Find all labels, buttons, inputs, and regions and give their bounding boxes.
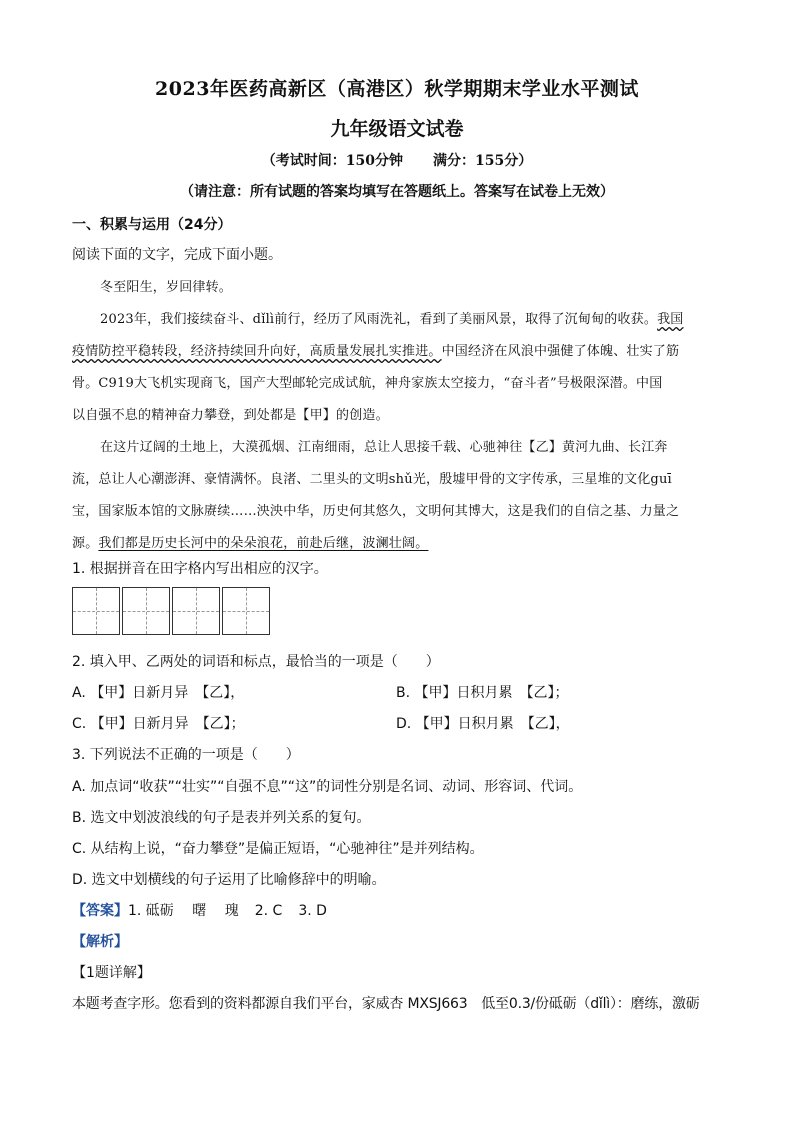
underlined-sentence: 我们都是历史长河中的朵朵浪花，前赴后继，波澜壮阔。 [98,536,429,551]
wavy-underlined-sentence: 疫情防控平稳转段，经济持续回升向好，高质量发展扎实推进。 [72,344,442,359]
passage-text: 源。 [72,536,99,551]
tianzige-grid [72,587,272,635]
question-2-option-d[interactable]: D. 【甲】日积月累 【乙】， [396,716,570,732]
question-3-option-d[interactable]: D. 选文中划横线的句子运用了比喻修辞中的明喻。 [72,872,386,888]
passage-line: 骨。C919大飞机实现商飞，国产大型邮轮完成试航，神舟家族太空接力，“奋斗者”号极限深潜。中国 [72,376,663,391]
answer-q1: 1. 砥砺 曙 瑰 [128,903,239,919]
passage-line: 在这片辽阔的土地上，大漠孤烟、江南细雨，总让人思接千载、心驰神往【乙】黄河九曲、长江奔 [100,440,668,455]
question-2: 2. 填入甲、乙两处的词语和标点，最恰当的一项是（ ） [72,654,440,670]
question-1: 1. 根据拼音在田字格内写出相应的汉字。 [72,561,328,577]
analysis-label: 【解析】 [72,934,128,950]
exam-notice: （请注意：所有试题的答案均填写在答题纸上。答案写在试卷上无效） [180,184,614,200]
question-3: 3. 下列说法不正确的一项是（ ） [72,747,300,763]
question-2-option-c[interactable]: C. 【甲】日新月异 【乙】； [72,716,245,732]
exam-score: 满分：155分） [433,153,533,169]
passage-line: 宝，国家版本馆的文脉赓续……泱泱中华，历史何其悠久，文明何其博大，这是我们的自信之基、力量之 [72,504,680,519]
tianzige-cell[interactable] [122,587,170,635]
tianzige-cell[interactable] [222,587,270,635]
answer-label: 【答案】 [72,903,128,919]
passage-line [72,532,722,551]
passage-line: 以自强不息的精神奋力攀登，到处都是【甲】的创造。 [72,408,389,423]
section-heading: 一、积累与运用（24分） [72,217,232,233]
question-3-option-c[interactable]: C. 从结构上说，“奋力攀登”是偏正短语，“心驰神往”是并列结构。 [72,841,484,857]
section-instruction: 阅读下面的文字，完成下面小题。 [72,247,282,263]
question-2-option-b[interactable]: B. 【甲】日积月累 【乙】； [396,685,569,701]
question-3-option-b[interactable]: B. 选文中划波浪线的句子是表并列关系的复句。 [72,810,371,826]
answer-q2: 2. C [254,903,283,919]
tianzige-cell[interactable] [72,587,120,635]
exam-title: 2023年医药高新区（高港区）秋学期期末学业水平测试 [155,78,639,100]
passage-line [72,340,722,359]
exam-info [0,150,794,170]
wavy-underlined-sentence: 我国 [657,312,684,327]
exam-subtitle: 九年级语文试卷 [330,118,464,140]
passage-line [100,308,750,327]
passage-text: 2023年，我们接续奋斗、dǐlì前行，经历了风雨洗礼，看到了美丽风景，取得了沉甸甸的收获。 [100,312,658,327]
passage-text: 中国经济在风浪中强健了体魄、壮实了筋 [441,344,680,359]
answer-q3: 3. D [298,903,327,919]
passage-opening: 冬至阳生，岁回律转。 [100,280,233,295]
question-3-option-a[interactable]: A. 加点词“收获”“壮实”“自强不息”“这”的词性分别是名词、动词、形容词、代词。 [72,779,583,795]
exam-time: （考试时间：150分钟 [261,153,403,169]
tianzige-cell[interactable] [172,587,220,635]
detail-label: 【1题详解】 [72,965,151,981]
passage-line: 流，总让人心潮澎湃、豪情满怀。良渚、二里头的文明shǔ光，殷墟甲骨的文字传承，三星堆的文化guī [72,472,672,487]
question-2-option-a[interactable]: A. 【甲】日新月异 【乙】， [72,685,245,701]
detail-text: 本题考查字形。您看到的资料都源自我们平台，家威杏 MXSJ663 低至0.3/份砥砺（dǐlì）：磨练，激砺 [72,996,700,1012]
answer-line [72,900,722,920]
